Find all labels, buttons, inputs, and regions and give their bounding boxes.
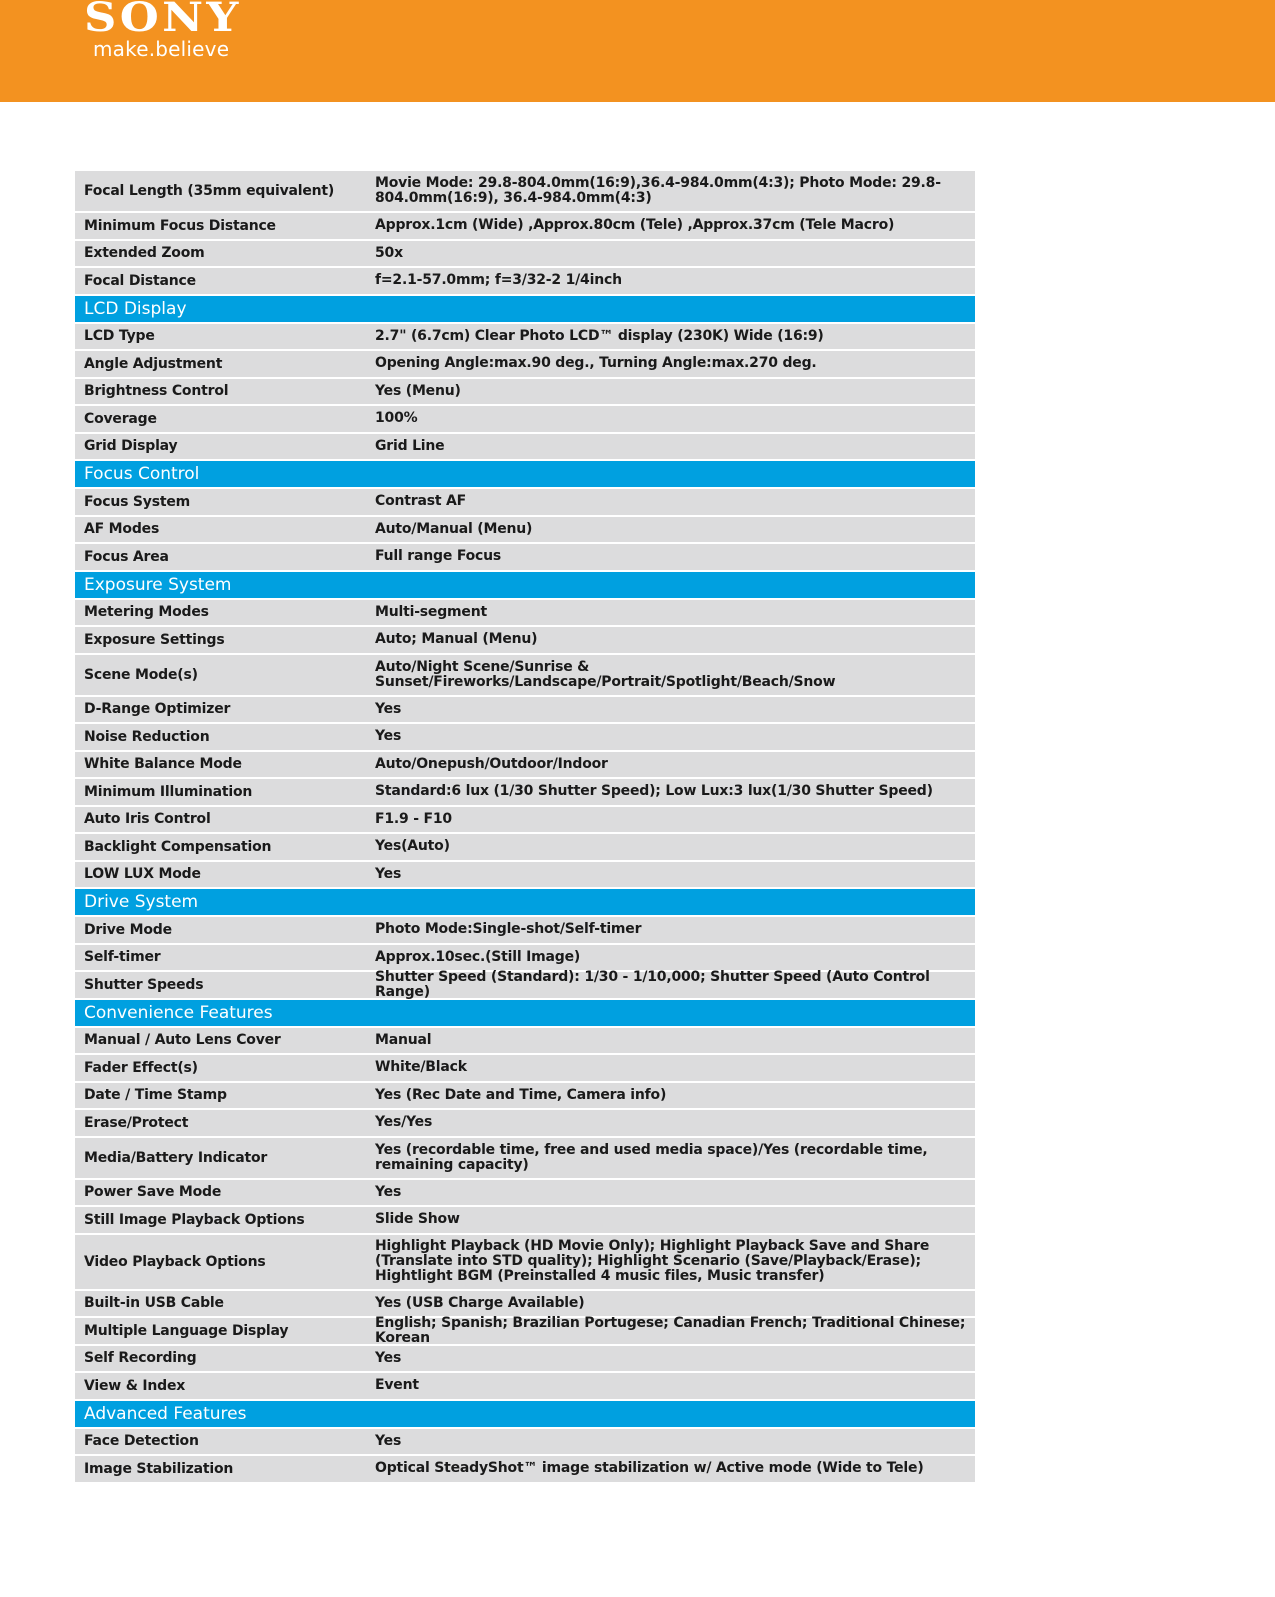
spec-row (75, 600, 975, 628)
spec-label: Minimum Illumination (84, 783, 253, 800)
spec-table (75, 171, 975, 1484)
spec-value: Yes/Yes (375, 1114, 433, 1131)
spec-row (75, 655, 975, 697)
spec-row (75, 171, 975, 213)
spec-value: Yes(Auto) (375, 838, 450, 855)
spec-row (75, 1138, 975, 1180)
spec-row (75, 945, 975, 973)
spec-row (75, 213, 975, 241)
spec-label: Face Detection (84, 1433, 199, 1450)
spec-label: Self-timer (84, 949, 161, 966)
spec-label: Minimum Focus Distance (84, 217, 276, 234)
spec-label: Manual / Auto Lens Cover (84, 1032, 281, 1049)
spec-label: Date / Time Stamp (84, 1087, 227, 1104)
spec-value: Auto/Onepush/Outdoor/Indoor (375, 755, 608, 772)
spec-value: Contrast AF (375, 493, 467, 510)
spec-label: Multiple Language Display (84, 1322, 289, 1339)
spec-label: LOW LUX Mode (84, 866, 201, 883)
spec-label: Media/Battery Indicator (84, 1149, 268, 1166)
spec-value: Shutter Speed (Standard): 1/30 - 1/10,000; Shutter Speed (Auto Control Range) (375, 968, 930, 1000)
spec-value: f=2.1-57.0mm; f=3/32-2 1/4inch (375, 272, 622, 289)
spec-row (75, 1235, 975, 1291)
spec-row (75, 489, 975, 517)
spec-label: Exposure Settings (84, 631, 225, 648)
spec-value: Highlight Playback (HD Movie Only); Highlight Playback Save and Share (Translate into STD quality); Highlight Scenario (Save/Playback/Erase); Hightlight BGM (Preinstalled 4 music files, Music transfer) (375, 1238, 930, 1284)
spec-row (75, 1429, 975, 1457)
spec-value: Yes (Rec Date and Time, Camera info) (375, 1086, 667, 1103)
spec-label: View & Index (84, 1377, 186, 1394)
spec-label: Focal Length (35mm equivalent) (84, 183, 335, 199)
spec-value: Yes (375, 700, 402, 717)
spec-row (75, 1314, 975, 1346)
section-header: Exposure System (75, 572, 975, 600)
spec-row (75, 834, 975, 862)
spec-label: AF Modes (84, 521, 160, 538)
spec-value: 50x (375, 244, 403, 261)
spec-value: Movie Mode: 29.8-804.0mm(16:9),36.4-984.0mm(4:3); Photo Mode: 29.8-804.0mm(16:9), 36.4-984.0mm(4:3) (375, 175, 941, 206)
spec-row (75, 627, 975, 655)
spec-value: Grid Line (375, 437, 445, 454)
spec-row (75, 1110, 975, 1138)
spec-value: Standard:6 lux (1/30 Shutter Speed); Low Lux:3 lux(1/30 Shutter Speed) (375, 783, 933, 800)
section-header: Convenience Features (75, 1000, 975, 1028)
spec-value: English; Spanish; Brazilian Portugese; Canadian French; Traditional Chinese; Korean (375, 1314, 966, 1346)
spec-value: Yes (recordable time, free and used media space)/Yes (recordable time, remaining capacity) (375, 1141, 928, 1173)
spec-row (75, 241, 975, 269)
spec-value: Full range Focus (375, 548, 502, 565)
spec-row (75, 1207, 975, 1235)
spec-row (75, 1456, 975, 1484)
spec-value: Auto/Manual (Menu) (375, 520, 533, 537)
spec-value: Auto; Manual (Menu) (375, 631, 538, 648)
spec-label: Scene Mode(s) (84, 666, 198, 683)
spec-label: Brightness Control (84, 383, 229, 400)
spec-label: Focus System (84, 493, 191, 510)
sony-logo: SONY (84, 0, 242, 41)
spec-value: Opening Angle:max.90 deg., Turning Angle:max.270 deg. (375, 355, 817, 372)
spec-value: 2.7" (6.7cm) Clear Photo LCD™ display (230K) Wide (16:9) (375, 327, 824, 344)
spec-value: Yes (375, 1349, 402, 1366)
spec-label: Self Recording (84, 1350, 197, 1367)
spec-value: Yes (Menu) (375, 382, 461, 399)
spec-label: Still Image Playback Options (84, 1211, 305, 1228)
spec-label: Focus Area (84, 548, 169, 565)
spec-label: LCD Type (84, 328, 155, 345)
spec-row (75, 544, 975, 572)
spec-value: Photo Mode:Single-shot/Self-timer (375, 921, 642, 938)
spec-row (75, 1291, 975, 1319)
spec-label: Noise Reduction (84, 728, 210, 745)
spec-row (75, 968, 975, 1000)
spec-value: Approx.1cm (Wide) ,Approx.80cm (Tele) ,Approx.37cm (Tele Macro) (375, 217, 895, 234)
spec-label: Image Stabilization (84, 1460, 234, 1477)
spec-row (75, 406, 975, 434)
spec-label: Coverage (84, 410, 157, 427)
spec-row (75, 1346, 975, 1374)
spec-value: Multi-segment (375, 603, 487, 620)
header-banner (0, 0, 1275, 102)
spec-value: Manual (375, 1031, 432, 1048)
spec-label: Angle Adjustment (84, 355, 223, 372)
spec-value: Event (375, 1377, 419, 1394)
spec-label: Metering Modes (84, 604, 209, 621)
spec-label: Backlight Compensation (84, 838, 272, 855)
spec-label: Fader Effect(s) (84, 1059, 198, 1076)
spec-label: Auto Iris Control (84, 811, 211, 828)
spec-row (75, 917, 975, 945)
spec-value: Yes (USB Charge Available) (375, 1294, 585, 1311)
spec-row (75, 1055, 975, 1083)
spec-row (75, 1373, 975, 1401)
spec-row (75, 434, 975, 462)
spec-label: Extended Zoom (84, 245, 205, 262)
section-header: LCD Display (75, 296, 975, 324)
spec-value: Yes (375, 1432, 402, 1449)
spec-label: Built-in USB Cable (84, 1295, 224, 1312)
spec-row (75, 779, 975, 807)
spec-value: Yes (375, 1183, 402, 1200)
spec-label: Erase/Protect (84, 1114, 189, 1131)
spec-row (75, 807, 975, 835)
spec-label: Drive Mode (84, 921, 172, 938)
spec-value: Approx.10sec.(Still Image) (375, 948, 581, 965)
spec-label: Video Playback Options (84, 1253, 266, 1270)
spec-value: Yes (375, 728, 402, 745)
spec-row (75, 517, 975, 545)
spec-label: Focal Distance (84, 272, 196, 289)
spec-value: 100% (375, 410, 418, 427)
tagline: make.believe (93, 37, 230, 61)
spec-row (75, 268, 975, 296)
spec-value: Yes (375, 865, 402, 882)
spec-row (75, 752, 975, 780)
spec-row (75, 1083, 975, 1111)
spec-row (75, 351, 975, 379)
section-header: Drive System (75, 889, 975, 917)
spec-value: Optical SteadyShot™ image stabilization w/ Active mode (Wide to Tele) (375, 1460, 924, 1477)
spec-row (75, 1180, 975, 1208)
spec-label: Power Save Mode (84, 1184, 222, 1201)
spec-label: Grid Display (84, 438, 178, 455)
spec-row (75, 697, 975, 725)
spec-row (75, 324, 975, 352)
spec-value: F1.9 - F10 (375, 810, 452, 827)
spec-row (75, 724, 975, 752)
spec-label: White Balance Mode (84, 756, 242, 773)
spec-value: Auto/Night Scene/Sunrise & Sunset/Fireworks/Landscape/Portrait/Spotlight/Beach/Snow (375, 658, 836, 690)
spec-label: Shutter Speeds (84, 976, 204, 993)
spec-label: D-Range Optimizer (84, 701, 231, 718)
spec-row (75, 862, 975, 890)
spec-row (75, 1028, 975, 1056)
spec-value: White/Black (375, 1059, 467, 1076)
spec-value: Slide Show (375, 1211, 460, 1228)
section-header: Focus Control (75, 461, 975, 489)
section-header: Advanced Features (75, 1401, 975, 1429)
spec-row (75, 379, 975, 407)
